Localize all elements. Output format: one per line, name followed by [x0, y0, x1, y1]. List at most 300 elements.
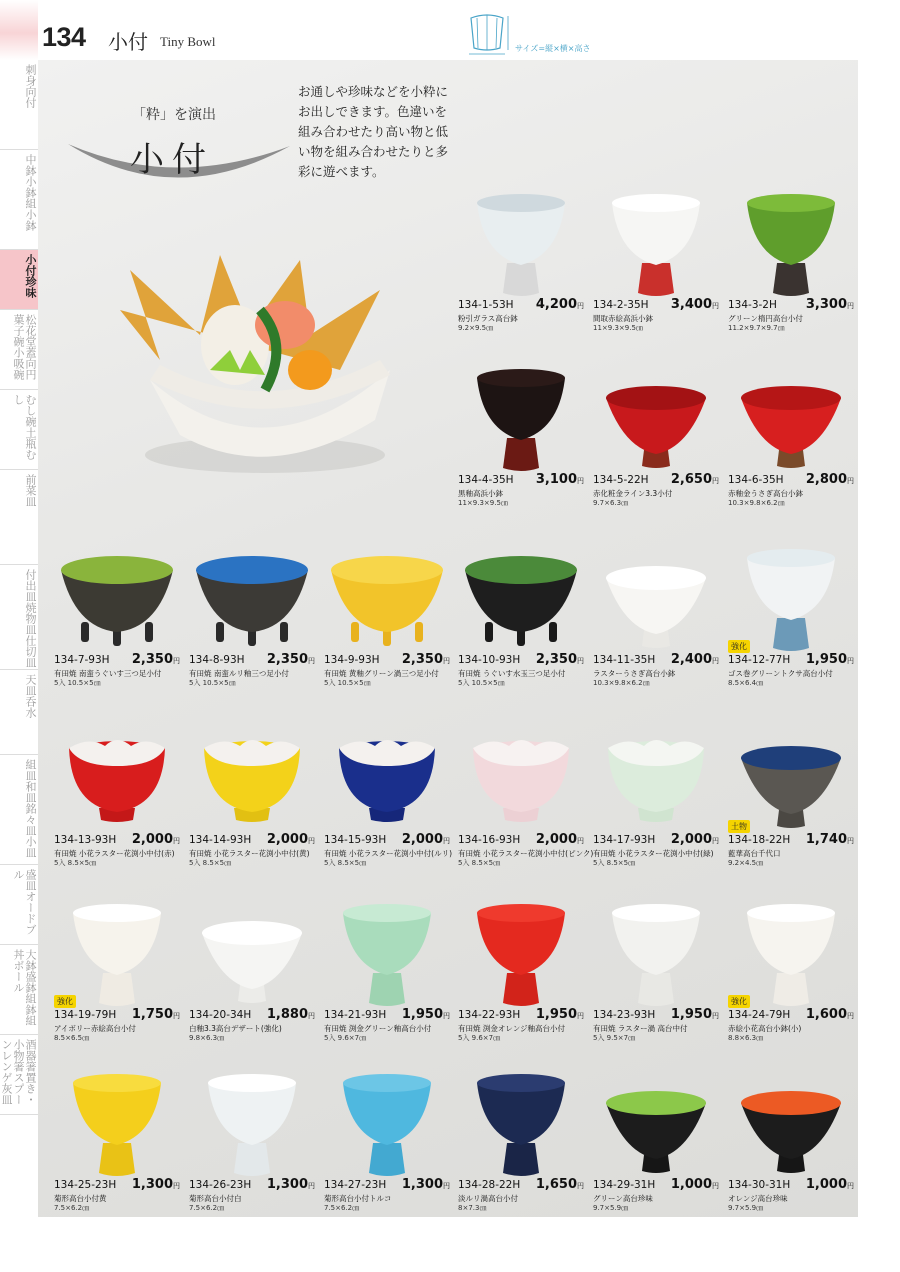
product-price	[806, 297, 854, 312]
product-code: 134-25-23H	[54, 1179, 117, 1191]
product-card[interactable]	[593, 185, 719, 365]
product-info	[593, 834, 719, 870]
product-name: アイボリー赤絵高台小付	[54, 1024, 136, 1033]
product-code: 134-30-31H	[728, 1179, 791, 1191]
yen-mark: 円	[308, 1012, 315, 1020]
product-dimensions: 8.5×6.4㎝	[728, 679, 764, 687]
sidebar-tab[interactable]	[0, 945, 38, 1035]
product-name: 白釉3.3高台デザート(強化)	[189, 1024, 282, 1033]
product-dimensions: 9.2×4.5㎝	[728, 859, 764, 867]
product-dimensions: 8.8×6.3㎝	[728, 1034, 764, 1042]
product-info	[728, 834, 854, 870]
sidebar-tab[interactable]	[0, 470, 38, 565]
product-name: グリーン楕円高台小付	[728, 314, 803, 323]
price-value: 2,000	[401, 832, 443, 847]
product-card[interactable]	[458, 185, 584, 365]
product-name: 赤絵小花高台小鉢(小)	[728, 1024, 802, 1033]
sidebar-tab-label: 前菜皿	[24, 474, 37, 507]
product-price	[132, 832, 180, 847]
yen-mark: 円	[577, 837, 584, 845]
product-card[interactable]	[593, 540, 719, 720]
product-name: 有田焼 小花ラスター花渕小中付(緑)	[593, 849, 714, 858]
product-card[interactable]	[189, 720, 315, 900]
yen-mark: 円	[847, 302, 854, 310]
size-note: サイズ=縦×横×高さ	[515, 44, 591, 53]
sidebar-tab[interactable]	[0, 565, 38, 670]
product-code: 134-4-35H	[458, 474, 514, 486]
product-name: 有田焼 ラスター渦 高台中付	[593, 1024, 688, 1033]
product-price	[402, 832, 450, 847]
product-dimensions: 5入 8.5×5㎝	[458, 859, 501, 867]
yen-mark: 円	[712, 302, 719, 310]
product-card[interactable]	[593, 895, 719, 1075]
sidebar-tab-label: 小付珍味	[24, 254, 37, 298]
yen-mark: 円	[847, 1012, 854, 1020]
product-dimensions: 9.7×5.9㎝	[593, 1204, 629, 1212]
product-photo	[598, 540, 714, 660]
product-code: 134-28-22H	[458, 1179, 521, 1191]
yen-mark: 円	[173, 657, 180, 665]
product-name: 有田焼 小花ラスター花渕小中付(黄)	[189, 849, 310, 858]
product-photo	[733, 895, 849, 1015]
product-name: 有田焼 黄釉グリーン渦三つ足小付	[324, 669, 439, 678]
product-code: 134-1-53H	[458, 299, 514, 311]
product-photo	[733, 720, 849, 840]
product-card[interactable]	[458, 895, 584, 1075]
product-card[interactable]	[728, 895, 854, 1075]
product-card[interactable]	[324, 895, 450, 1075]
product-photo	[463, 540, 579, 660]
product-dimensions: 5入 9.6×7㎝	[458, 1034, 501, 1042]
product-info	[54, 834, 180, 870]
product-card[interactable]	[458, 360, 584, 540]
yen-mark: 円	[847, 477, 854, 485]
product-price	[806, 832, 854, 847]
product-price	[536, 297, 584, 312]
product-info	[593, 299, 719, 335]
product-name: 菊形高台小付黄	[54, 1194, 107, 1203]
product-code: 134-20-34H	[189, 1009, 252, 1021]
product-info	[728, 474, 854, 510]
product-dimensions: 11×9.3×9.5㎝	[593, 324, 643, 332]
product-code: 134-2-35H	[593, 299, 649, 311]
product-name: 菊形高台小付白	[189, 1194, 242, 1203]
product-info	[324, 654, 450, 690]
product-info	[458, 299, 584, 335]
yen-mark: 円	[308, 1182, 315, 1190]
product-name: 有田焼 渕金グリーン釉高台小付	[324, 1024, 432, 1033]
price-value: 1,950	[535, 1007, 577, 1022]
sidebar-tab[interactable]	[0, 150, 38, 250]
product-photo	[733, 1065, 849, 1185]
yen-mark: 円	[443, 837, 450, 845]
product-code: 134-13-93H	[54, 834, 117, 846]
product-code: 134-24-79H	[728, 1009, 791, 1021]
product-code: 134-19-79H	[54, 1009, 117, 1021]
yen-mark: 円	[443, 657, 450, 665]
product-info	[54, 1179, 180, 1215]
product-dimensions: 9.2×9.5㎝	[458, 324, 494, 332]
sidebar-tab-label: 盛皿オードブル	[12, 869, 37, 935]
product-price	[536, 652, 584, 667]
product-info	[593, 1009, 719, 1045]
sidebar-tab[interactable]	[0, 755, 38, 865]
product-price	[132, 652, 180, 667]
product-price	[806, 1177, 854, 1192]
product-code: 134-17-93H	[593, 834, 656, 846]
product-photo	[59, 1065, 175, 1185]
product-name: 有田焼 南蛮うぐいす三つ足小付	[54, 669, 162, 678]
product-dimensions: 8.5×6.5㎝	[54, 1034, 90, 1042]
price-value: 2,400	[670, 652, 712, 667]
product-dimensions: 5入 10.5×5㎝	[54, 679, 101, 687]
sidebar-tab[interactable]	[0, 250, 38, 310]
product-name: 赤釉金うさぎ高台小鉢	[728, 489, 803, 498]
product-photo	[733, 360, 849, 480]
product-photo	[463, 1065, 579, 1185]
product-code: 134-18-22H	[728, 834, 791, 846]
product-info	[728, 1179, 854, 1215]
yen-mark: 円	[712, 477, 719, 485]
feature-title: 小付	[130, 140, 214, 180]
product-dimensions: 10.3×9.8×6.2㎝	[728, 499, 785, 507]
product-name: オレンジ高台珍味	[728, 1194, 788, 1203]
product-price	[671, 832, 719, 847]
price-value: 2,350	[266, 652, 308, 667]
product-code: 134-15-93H	[324, 834, 387, 846]
price-value: 1,650	[535, 1177, 577, 1192]
product-card[interactable]	[458, 720, 594, 900]
product-name: グリーン高台珍味	[593, 1194, 653, 1203]
product-price	[402, 1177, 450, 1192]
product-code: 134-8-93H	[189, 654, 245, 666]
price-value: 1,300	[266, 1177, 308, 1192]
price-value: 2,350	[401, 652, 443, 667]
category-title-en: Tiny Bowl	[160, 34, 216, 49]
product-price	[806, 1007, 854, 1022]
price-value: 1,950	[670, 1007, 712, 1022]
product-dimensions: 7.5×6.2㎝	[189, 1204, 225, 1212]
product-price	[671, 297, 719, 312]
product-photo	[598, 185, 714, 305]
sidebar-tab-label: 酒器箸置き・小物箸スプーンレンゲ灰皿	[0, 1039, 37, 1105]
product-badge: 強化	[728, 995, 750, 1008]
product-price	[536, 472, 584, 487]
product-dimensions: 5入 8.5×5㎝	[54, 859, 97, 867]
product-code: 134-23-93H	[593, 1009, 656, 1021]
price-value: 1,600	[805, 1007, 847, 1022]
product-price	[536, 1177, 584, 1192]
product-dimensions: 7.5×6.2㎝	[54, 1204, 90, 1212]
product-price	[402, 652, 450, 667]
yen-mark: 円	[308, 837, 315, 845]
product-price	[806, 472, 854, 487]
product-info	[593, 654, 719, 690]
product-code: 134-11-35H	[593, 654, 656, 666]
hero-food-photo	[90, 250, 420, 480]
product-dimensions: 5入 10.5×5㎝	[458, 679, 505, 687]
product-info	[324, 832, 453, 870]
product-info	[54, 1009, 180, 1045]
price-value: 2,000	[670, 832, 712, 847]
product-code: 134-29-31H	[593, 1179, 656, 1191]
yen-mark: 円	[443, 1182, 450, 1190]
yen-mark: 円	[847, 657, 854, 665]
product-photo	[59, 895, 175, 1015]
product-card[interactable]	[728, 720, 854, 900]
product-card[interactable]	[54, 540, 180, 720]
product-code: 134-10-93H	[458, 654, 521, 666]
product-card[interactable]	[728, 185, 854, 365]
product-dimensions: 5入 10.5×5㎝	[324, 679, 371, 687]
page-number: 134	[42, 22, 86, 52]
product-dimensions: 5入 8.5×5㎝	[593, 859, 636, 867]
product-photo	[463, 720, 579, 840]
product-dimensions: 5入 8.5×5㎝	[324, 859, 367, 867]
product-code: 134-27-23H	[324, 1179, 387, 1191]
product-dimensions: 7.5×6.2㎝	[324, 1204, 360, 1212]
sidebar-tab[interactable]	[0, 865, 38, 945]
sidebar-tab-label: 付出皿焼物皿仕切皿	[24, 569, 37, 668]
yen-mark: 円	[173, 1182, 180, 1190]
yen-mark: 円	[577, 302, 584, 310]
product-info	[458, 1179, 584, 1215]
price-value: 3,400	[670, 297, 712, 312]
product-name: 有田焼 小花ラスター花渕小中付(ピンク)	[458, 849, 594, 858]
yen-mark: 円	[443, 1012, 450, 1020]
product-name: 有田焼 渕金オレンジ釉高台小付	[458, 1024, 566, 1033]
sidebar-tab[interactable]	[0, 390, 38, 470]
product-photo	[598, 895, 714, 1015]
product-info	[54, 654, 180, 690]
product-info	[189, 1009, 315, 1045]
product-photo	[329, 895, 445, 1015]
product-photo	[194, 895, 310, 1015]
product-card[interactable]	[324, 720, 453, 900]
sidebar-tab-label: むし碗土瓶むし	[12, 394, 37, 460]
product-name: 淡ルリ渦高台小付	[458, 1194, 518, 1203]
product-dimensions: 9.8×6.3㎝	[189, 1034, 225, 1042]
product-code: 134-26-23H	[189, 1179, 252, 1191]
product-name: 間取赤絵高浜小鉢	[593, 314, 653, 323]
price-value: 1,300	[401, 1177, 443, 1192]
yen-mark: 円	[173, 1012, 180, 1020]
product-dimensions: 5入 10.5×5㎝	[189, 679, 236, 687]
sidebar-tab[interactable]	[0, 670, 38, 755]
product-price	[267, 1177, 315, 1192]
product-photo	[59, 540, 175, 660]
product-info	[593, 474, 719, 510]
price-value: 2,350	[131, 652, 173, 667]
product-photo	[463, 360, 579, 480]
price-value: 1,740	[805, 832, 847, 847]
yen-mark: 円	[712, 1012, 719, 1020]
product-info	[189, 654, 315, 690]
price-value: 3,100	[535, 472, 577, 487]
header-swoosh	[0, 0, 38, 60]
price-value: 2,650	[670, 472, 712, 487]
product-code: 134-6-35H	[728, 474, 784, 486]
sidebar-tab-label: 天皿呑水	[24, 674, 37, 718]
product-name: 有田焼 小花ラスター花渕小中付(ルリ)	[324, 849, 453, 858]
product-card[interactable]	[728, 540, 854, 720]
price-value: 2,000	[266, 832, 308, 847]
product-photo	[329, 1065, 445, 1185]
price-value: 3,300	[805, 297, 847, 312]
product-photo	[463, 895, 579, 1015]
yen-mark: 円	[577, 1182, 584, 1190]
yen-mark: 円	[577, 657, 584, 665]
product-code: 134-16-93H	[458, 834, 521, 846]
price-value: 2,800	[805, 472, 847, 487]
sidebar-tab[interactable]	[0, 310, 38, 390]
price-value: 4,200	[535, 297, 577, 312]
product-name: 菊形高台小付トルコ	[324, 1194, 392, 1203]
product-dimensions: 11.2×9.7×9.7㎝	[728, 324, 785, 332]
yen-mark: 円	[847, 837, 854, 845]
product-card[interactable]	[324, 540, 450, 720]
product-name: 赤化粧金ライン3.3小付	[593, 489, 673, 498]
product-card[interactable]	[458, 540, 584, 720]
product-dimensions: 5入 9.6×7㎝	[324, 1034, 367, 1042]
product-name: ゴス巻グリーントクサ高台小付	[728, 669, 833, 678]
product-info	[593, 1179, 719, 1215]
sidebar-tab-label: 組皿和皿銘々皿小皿	[24, 759, 37, 858]
size-guide-icon	[463, 12, 511, 56]
product-price	[132, 1007, 180, 1022]
price-value: 2,000	[131, 832, 173, 847]
product-info	[458, 654, 584, 690]
product-price	[671, 1177, 719, 1192]
sidebar-tab-label: 刺身向付	[24, 64, 37, 108]
yen-mark: 円	[173, 837, 180, 845]
sidebar-tab[interactable]	[0, 60, 38, 150]
product-info	[728, 654, 854, 690]
product-price	[671, 652, 719, 667]
price-value: 1,000	[805, 1177, 847, 1192]
product-dimensions: 11×9.3×9.5㎝	[458, 499, 508, 507]
price-value: 1,950	[805, 652, 847, 667]
product-photo	[463, 185, 579, 305]
product-dimensions: 5入 9.5×7㎝	[593, 1034, 636, 1042]
product-code: 134-7-93H	[54, 654, 110, 666]
product-card[interactable]	[728, 360, 854, 540]
product-photo	[329, 720, 445, 840]
product-name: 有田焼 小花ラスター花渕小中付(赤)	[54, 849, 175, 858]
category-sidebar	[0, 60, 38, 1220]
product-code: 134-3-2H	[728, 299, 777, 311]
product-card[interactable]	[593, 720, 719, 900]
product-price	[536, 1007, 584, 1022]
yen-mark: 円	[712, 657, 719, 665]
product-card[interactable]	[54, 895, 180, 1075]
product-name: ラスターうさぎ高台小鉢	[593, 669, 676, 678]
price-value: 1,950	[401, 1007, 443, 1022]
product-price	[671, 1007, 719, 1022]
price-value: 1,000	[670, 1177, 712, 1192]
product-info	[728, 1009, 854, 1045]
product-photo	[329, 540, 445, 660]
product-info	[189, 834, 315, 870]
product-info	[458, 832, 594, 870]
product-price	[267, 652, 315, 667]
feature-subtitle: 「粋」を演出	[132, 107, 216, 123]
product-card[interactable]	[54, 720, 180, 900]
product-name: 有田焼 うぐいす水玉三つ足小付	[458, 669, 566, 678]
product-code: 134-14-93H	[189, 834, 252, 846]
product-badge: 土物	[728, 820, 750, 833]
category-title-jp: 小付	[108, 30, 148, 54]
product-dimensions: 9.7×5.9㎝	[728, 1204, 764, 1212]
page-footer	[0, 1217, 900, 1272]
product-card[interactable]	[593, 360, 719, 540]
product-name: 有田焼 南蛮ルリ釉三つ足小付	[189, 669, 289, 678]
product-badge: 強化	[728, 640, 750, 653]
product-photo	[598, 720, 714, 840]
product-info	[324, 1009, 450, 1045]
product-price	[806, 652, 854, 667]
product-photo	[598, 1065, 714, 1185]
product-photo	[598, 360, 714, 480]
price-value: 1,880	[266, 1007, 308, 1022]
product-photo	[194, 1065, 310, 1185]
product-price	[132, 1177, 180, 1192]
product-name: 藍華高台千代口	[728, 849, 781, 858]
product-info	[728, 299, 854, 335]
product-card[interactable]	[189, 895, 315, 1075]
product-code: 134-5-22H	[593, 474, 649, 486]
yen-mark: 円	[712, 1182, 719, 1190]
yen-mark: 円	[847, 1182, 854, 1190]
sidebar-tab-label: 松花堂蓋向円菓子碗小吸碗	[12, 314, 37, 380]
sidebar-tab[interactable]	[0, 1035, 38, 1115]
feature-intro: お通しや珍味などを小粋にお出しできます。色違いを組み合わせたり高い物と低い物を組み合わせたりと多彩に遊べます。	[298, 84, 449, 179]
product-price	[671, 472, 719, 487]
price-value: 2,350	[535, 652, 577, 667]
price-value: 1,750	[131, 1007, 173, 1022]
product-card[interactable]	[189, 540, 315, 720]
sidebar-tab-label: 大鉢盛鉢組鉢組丼ボール	[12, 949, 37, 1026]
product-price	[267, 832, 315, 847]
product-photo	[733, 185, 849, 305]
product-code: 134-22-93H	[458, 1009, 521, 1021]
sidebar-tab-label: 中鉢小鉢組小鉢	[24, 154, 37, 231]
product-info	[458, 1009, 584, 1045]
product-photo	[194, 540, 310, 660]
product-name: 黒釉高浜小鉢	[458, 489, 503, 498]
yen-mark: 円	[577, 477, 584, 485]
product-dimensions: 8×7.3㎝	[458, 1204, 487, 1212]
price-value: 2,000	[535, 832, 577, 847]
product-code: 134-21-93H	[324, 1009, 387, 1021]
yen-mark: 円	[308, 657, 315, 665]
product-info	[458, 474, 584, 510]
product-dimensions: 9.7×6.3㎝	[593, 499, 629, 507]
product-code: 134-12-77H	[728, 654, 791, 666]
product-photo	[194, 720, 310, 840]
product-dimensions: 10.3×9.8×6.2㎝	[593, 679, 650, 687]
price-value: 1,300	[131, 1177, 173, 1192]
yen-mark: 円	[577, 1012, 584, 1020]
product-code: 134-9-93H	[324, 654, 380, 666]
product-price	[402, 1007, 450, 1022]
product-info	[189, 1179, 315, 1215]
yen-mark: 円	[712, 837, 719, 845]
product-badge: 強化	[54, 995, 76, 1008]
product-price	[267, 1007, 315, 1022]
product-photo	[733, 540, 849, 660]
product-price	[536, 832, 584, 847]
